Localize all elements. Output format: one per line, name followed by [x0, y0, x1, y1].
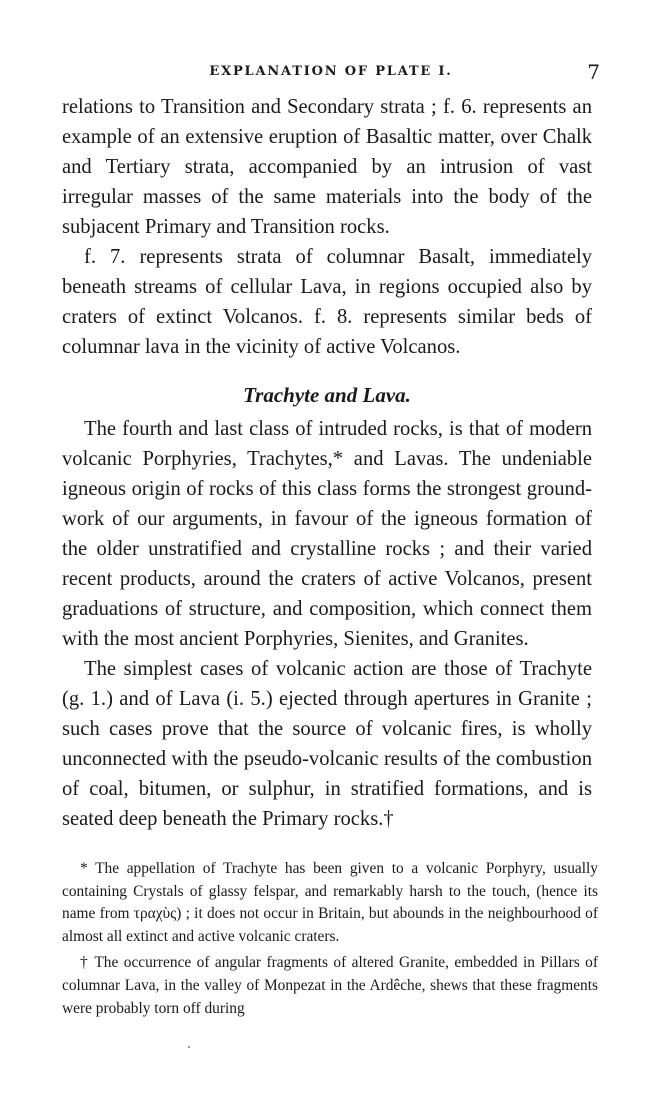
paragraph-continuation: relations to Transition and Secondary strata ; f. 6. represents an example of an extensive eruption of Basaltic matter, over Chalk and Tertiary strata, accompanied by an intrusion of vast irregular masses of the same materials into the body of the subjacent Primary and Transition rocks.	[62, 96, 592, 238]
running-title: EXPLANATION OF PLATE I.	[209, 64, 453, 79]
paragraph-columnar-basalt: f. 7. represents strata of columnar Basalt, immediately beneath streams of cellular Lava, in regions occupied also by craters of extinct Volcanos. f. 8. represents similar beds of columnar lava in the vicinity of active Volcanos.	[62, 246, 592, 358]
paragraph-volcanic-action: The simplest cases of volcanic action are those of Trachyte (g. 1.) and of Lava (i. 5.) ejected through apertures in Granite ; such cases prove that the source of volcanic fires, is wholly unconnected with the pseudo-volcanic results of the combustion of coal, bitumen, or sulphur, in stratified formations, and is seated deep beneath the Primary rocks.†	[62, 658, 592, 830]
section-heading: Trachyte and Lava.	[243, 383, 411, 407]
running-head	[62, 60, 600, 86]
ink-speck	[188, 1046, 190, 1048]
page-number: 7	[587, 60, 600, 84]
footnotes	[62, 858, 598, 1024]
body-text	[62, 92, 592, 834]
paragraph-intruded-rocks: The fourth and last class of intruded rocks, is that of modern volcanic Porphyries, Trachytes,* and Lavas. The undeniable igneous origin of rocks of this class forms the strongest ground-work of our arguments, in favour of the igneous formation of the older unstratified and crystalline rocks ; and their varied recent products, around the craters of active Volcanos, present graduations of structure, and composition, which connect them with the most ancient Porphyries, Sienites, and Granites.	[62, 418, 592, 650]
footnote-granite-fragments: † The occurrence of angular fragments of altered Granite, embedded in Pillars of columnar Lava, in the valley of Monpezat in the Ardêche, shews that these fragments were probably torn off during	[62, 954, 598, 1017]
footnote-trachyte: * The appellation of Trachyte has been given to a volcanic Porphyry, usually containing Crystals of glassy felspar, and remarkably harsh to the touch, (hence its name from τραχὺς) ; it does not occur in Britain, but abounds in the neighbourhood of almost all extinct and active volcanic craters.	[62, 860, 598, 945]
